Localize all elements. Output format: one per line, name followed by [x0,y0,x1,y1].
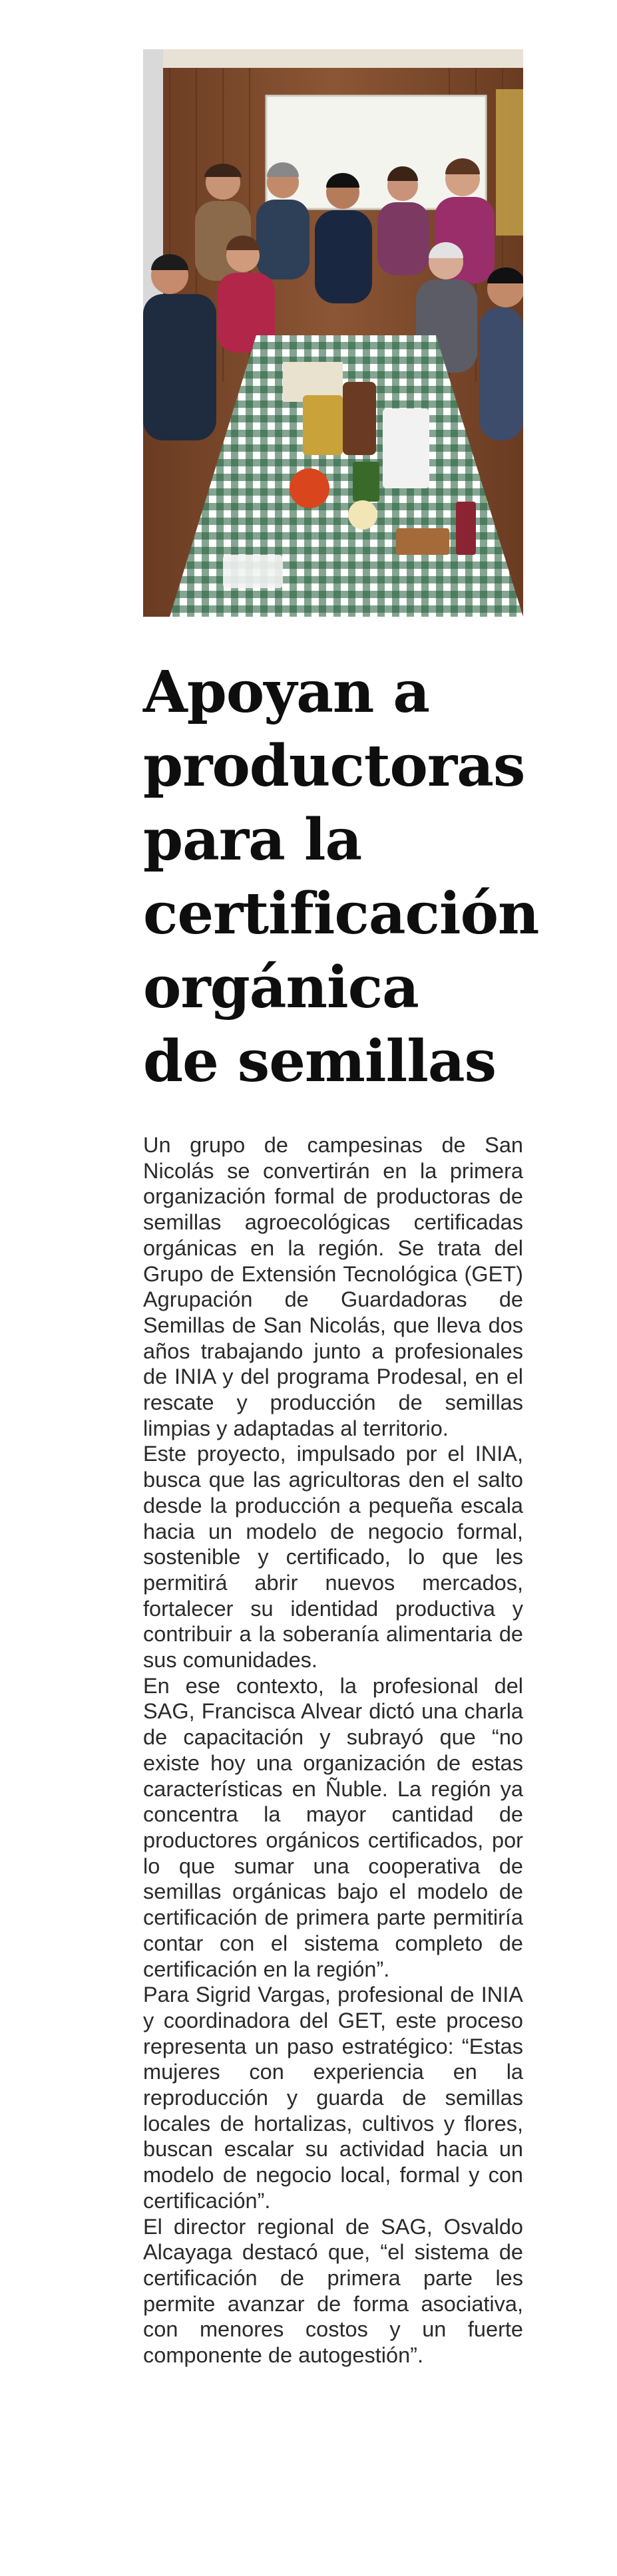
article-paragraph: El director regional de SAG, Osvaldo Alcayaga destacó que, “el sistema de certificación de primera parte les permite avanzar de forma asociativa, con menores costos y un fuerte componente de autogestión”. [143,2214,523,2368]
headline-line: de semillas [143,1028,497,1095]
article-headline [143,655,556,1098]
article-paragraph: Este proyecto, impulsado por el INIA, busca que las agricultoras den el salto desde la producción a pequeña escala hacia un modelo de negocio formal, sostenible y certificado, lo que les permitirá abrir nuevos mercados, fortalecer su identidad productiva y contribuir a la soberanía alimentaria de sus comunidades. [143,1442,523,1673]
headline-line: Apoyan a [143,659,430,726]
headline-line: certificación [143,880,539,947]
headline-line: orgánica [143,954,419,1021]
article-photo [143,49,523,617]
headline-line: productoras [143,732,525,800]
article-body [143,1132,523,2368]
article-paragraph: Un grupo de campesinas de San Nicolás se convertirán en la primera organización formal de productoras de semillas agroecológicas certificadas orgánicas en la región. Se trata del Grupo de Extensión Tecnológica (GET) Agrupación de Guardadoras de Semillas de San Nicolás, que lleva dos años trabajando junto a profesionales de INIA y del programa Prodesal, en el rescate y producción de semillas limpias y adaptadas al territorio. [143,1133,523,1440]
headline-line: para la [143,806,362,874]
article-paragraph: Para Sigrid Vargas, profesional de INIA y coordinadora del GET, este proceso representa un paso estratégico: “Estas mujeres con experiencia en la reproducción y guarda de semillas locales de hortalizas, cultivos y flores, buscan escalar su actividad hacia un modelo de negocio local, formal y con certificación”. [143,1983,523,2213]
article-paragraph: En ese contexto, la profesional del SAG, Francisca Alvear dictó una charla de capacitación y subrayó que “no existe hoy una organización de estas características en Ñuble. La región ya concentra la mayor cantidad de productores orgánicos certificados, por lo que sumar una cooperativa de semillas orgánicas bajo el modelo de certificación de primera parte permitiría contar con el sistema completo de certificación en la región”. [143,1673,523,1981]
